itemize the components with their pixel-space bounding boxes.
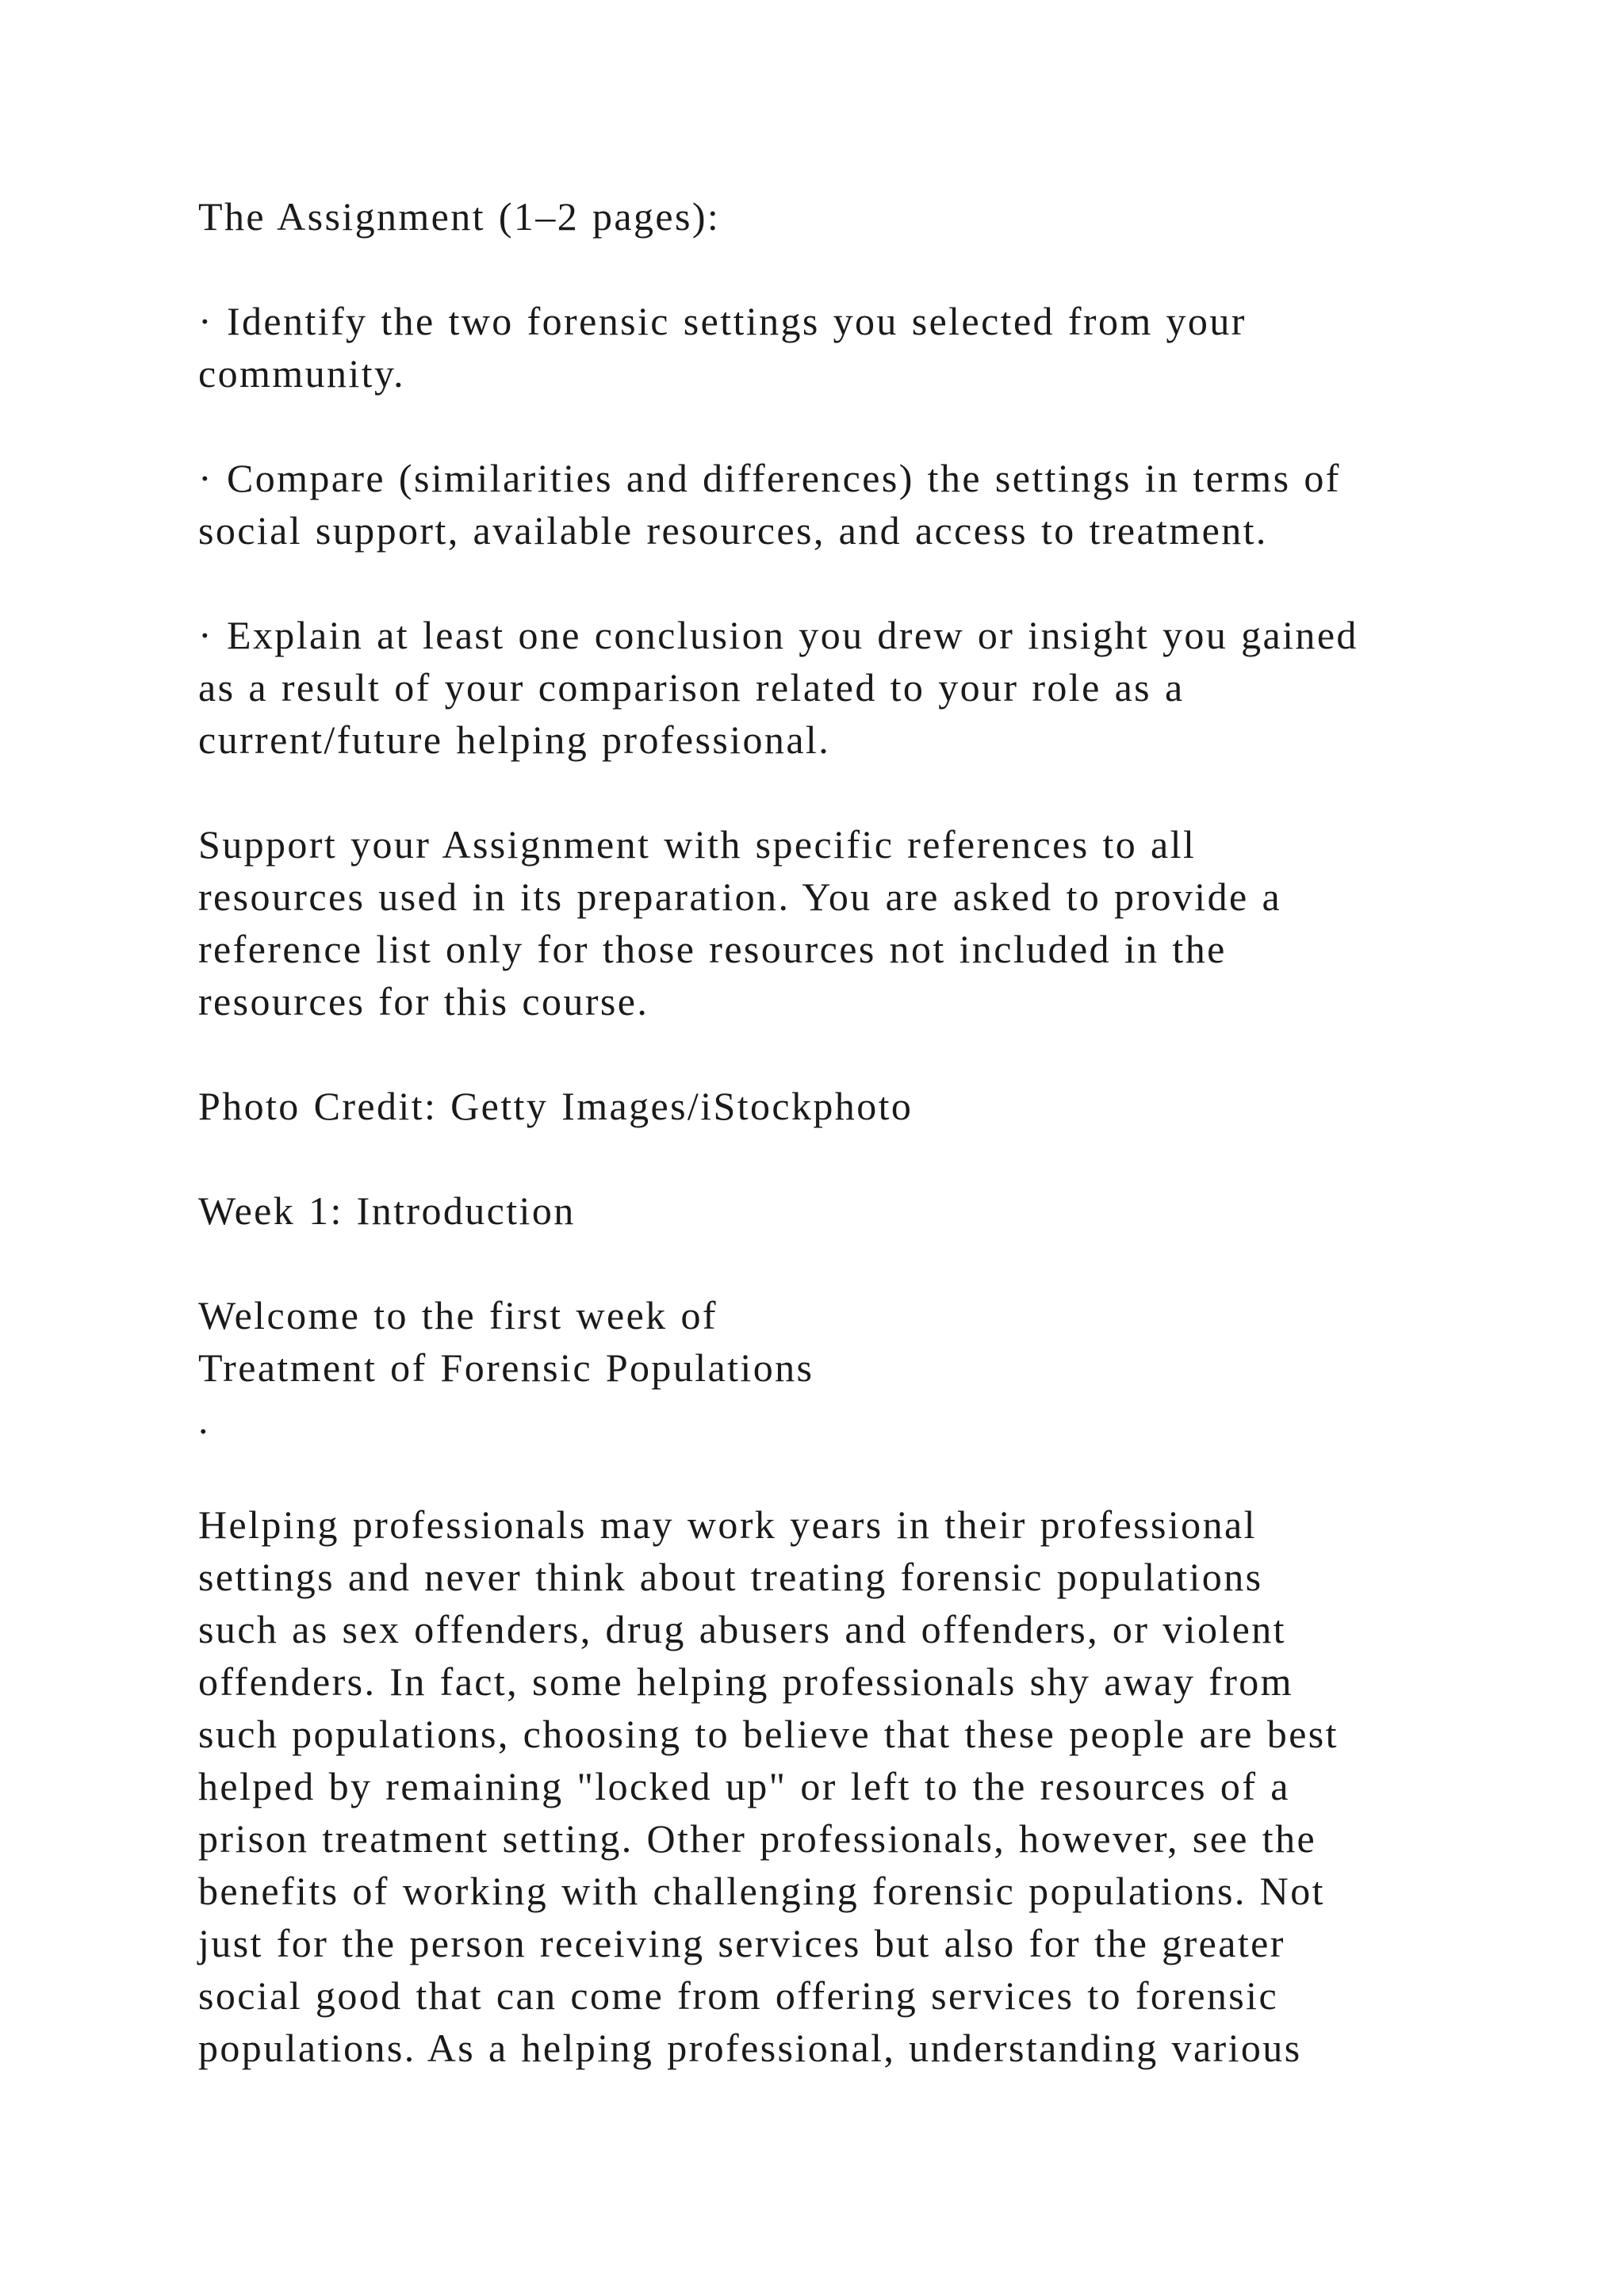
bullet-line: · Explain at least one conclusion you drew or insight you gained xyxy=(198,613,1358,657)
paragraph-line: resources used in its preparation. You are asked to provide a xyxy=(198,874,1282,919)
intro-paragraph xyxy=(198,1498,1507,2074)
welcome-period: . xyxy=(198,1398,210,1442)
assignment-heading: The Assignment (1–2 pages): xyxy=(198,194,721,239)
paragraph-line: such populations, choosing to believe that these people are best xyxy=(198,1712,1339,1756)
bullet-identify-settings xyxy=(198,295,1507,400)
paragraph-line: populations. As a helping professional, understanding various xyxy=(198,2026,1302,2070)
paragraph-line: resources for this course. xyxy=(198,979,649,1024)
assignment-heading-block xyxy=(198,190,1507,243)
week-heading: Week 1: Introduction xyxy=(198,1188,576,1233)
bullet-compare-settings xyxy=(198,452,1507,557)
bullet-explain-conclusion xyxy=(198,609,1507,766)
paragraph-line: prison treatment setting. Other professionals, however, see the xyxy=(198,1816,1317,1861)
paragraph-line: just for the person receiving services but also for the greater xyxy=(198,1921,1285,1965)
bullet-line: as a result of your comparison related to your role as a xyxy=(198,665,1185,710)
paragraph-line: offenders. In fact, some helping professionals shy away from xyxy=(198,1659,1293,1704)
course-title: Treatment of Forensic Populations xyxy=(198,1345,814,1390)
paragraph-line: Helping professionals may work years in their professional xyxy=(198,1502,1257,1547)
paragraph-line: Support your Assignment with specific references to all xyxy=(198,822,1197,867)
document-text xyxy=(198,190,1507,2126)
paragraph-line: reference list only for those resources not included in the xyxy=(198,927,1227,971)
bullet-line: · Identify the two forensic settings you selected from your xyxy=(198,299,1247,343)
paragraph-line: helped by remaining "locked up" or left to the resources of a xyxy=(198,1764,1290,1808)
welcome-block xyxy=(198,1289,1507,1446)
bullet-line: current/future helping professional. xyxy=(198,718,831,762)
photo-credit: Photo Credit: Getty Images/iStockphoto xyxy=(198,1084,914,1128)
paragraph-line: benefits of working with challenging forensic populations. Not xyxy=(198,1869,1325,1913)
support-paragraph xyxy=(198,818,1507,1027)
welcome-line: Welcome to the first week of xyxy=(198,1293,718,1337)
paragraph-line: social good that can come from offering services to forensic xyxy=(198,1973,1279,2018)
photo-credit-block xyxy=(198,1080,1507,1132)
paragraph-line: such as sex offenders, drug abusers and offenders, or violent xyxy=(198,1607,1286,1651)
bullet-line: · Compare (similarities and differences) the settings in terms of xyxy=(198,456,1341,500)
week-heading-block xyxy=(198,1184,1507,1237)
bullet-line: community. xyxy=(198,351,406,396)
bullet-line: social support, available resources, and access to treatment. xyxy=(198,508,1268,553)
paragraph-line: settings and never think about treating forensic populations xyxy=(198,1555,1263,1599)
